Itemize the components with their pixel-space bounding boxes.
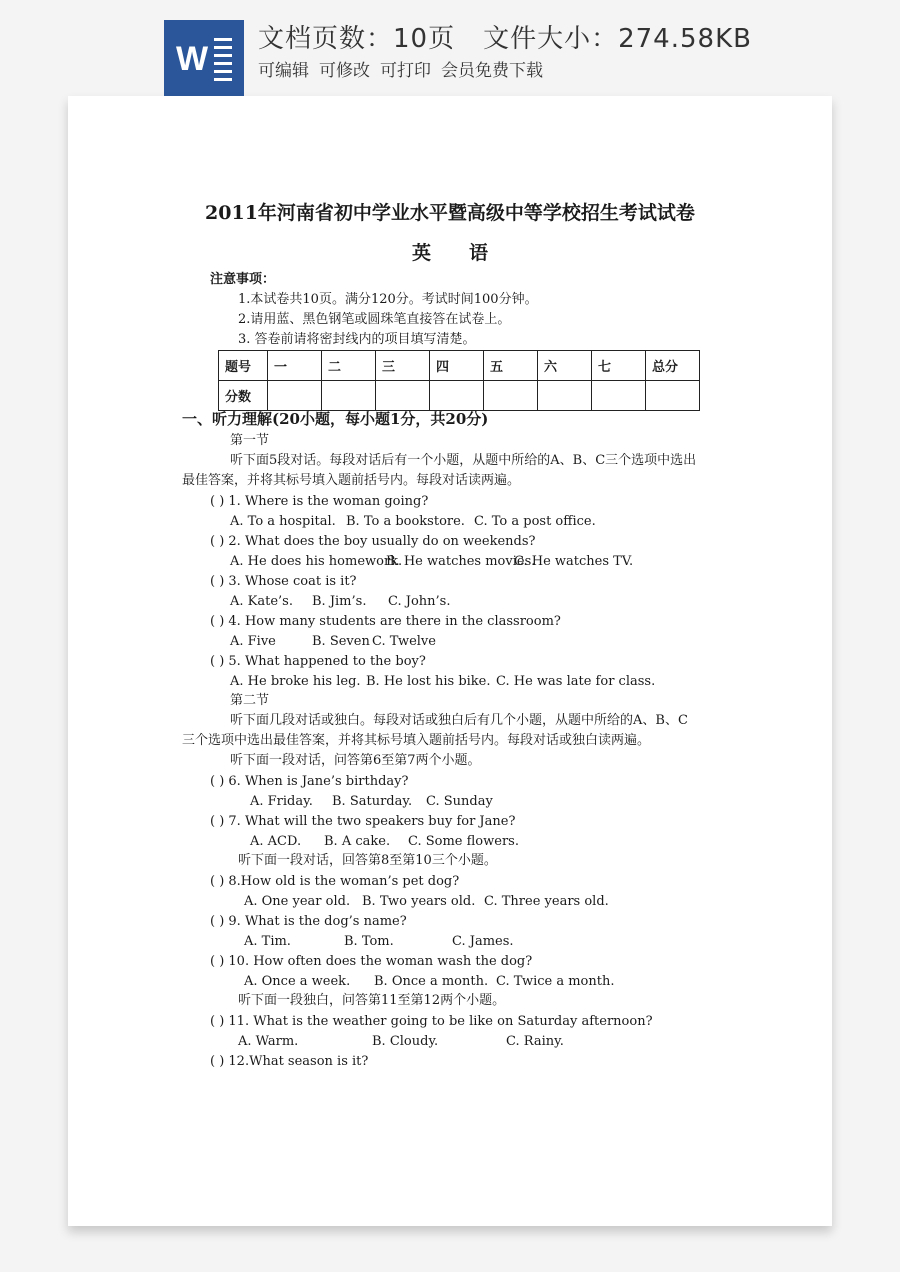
option: A. He broke his leg. — [230, 674, 361, 689]
score-table — [218, 350, 700, 411]
score-cell — [268, 381, 322, 411]
option: A. Once a week. — [244, 974, 351, 989]
table-header-cell: 五 — [484, 351, 538, 381]
document-page — [68, 96, 832, 1226]
option: C. To a post office. — [474, 514, 596, 529]
score-cell — [646, 381, 700, 411]
score-cell — [430, 381, 484, 411]
notice-2: 2.请用蓝、黑色钢笔或圆珠笔直接答在试卷上。 — [238, 312, 511, 327]
option: B. Tom. — [344, 934, 394, 949]
score-row-label: 分数 — [219, 381, 268, 411]
option: C. John’s. — [388, 594, 451, 609]
sub-instruction: 听下面一段对话，回答第8至第10三个小题。 — [238, 853, 497, 868]
exam-subject: 英语 — [411, 242, 526, 264]
table-header-cell: 题号 — [219, 351, 268, 381]
table-header-cell: 三 — [376, 351, 430, 381]
question-12: ( ) 12.What season is it? — [210, 1054, 369, 1069]
option: C. Three years old. — [484, 894, 609, 909]
word-document-icon — [164, 20, 244, 96]
option: C. Twice a month. — [496, 974, 615, 989]
table-header-cell: 六 — [538, 351, 592, 381]
table-header-cell: 二 — [322, 351, 376, 381]
sub-instruction: 听下面一段独白，问答第11至第12两个小题。 — [238, 993, 506, 1008]
part-1-instructions: 听下面5段对话。每段对话后有一个小题，从题中所给的A、B、C三个选项中选出 — [230, 453, 697, 468]
option: B. He lost his bike. — [366, 674, 491, 689]
word-icon-letter: W — [176, 40, 209, 78]
notice-3: 3. 答卷前请将密封线内的项目填写清楚。 — [238, 332, 476, 347]
option: B. Two years old. — [362, 894, 476, 909]
option: A. To a hospital. — [230, 514, 336, 529]
score-cell — [538, 381, 592, 411]
option: C. Twelve — [372, 634, 436, 649]
part-1-label: 第一节 — [230, 433, 270, 448]
option: B. Cloudy. — [372, 1034, 439, 1049]
option: B. He watches movies. — [386, 554, 536, 569]
part-2-label: 第二节 — [230, 693, 270, 708]
score-cell — [376, 381, 430, 411]
feature-free-download: 会员免费下载 — [441, 61, 543, 81]
section-1-title: 一、听力理解(20小题，每小题1分，共20分) — [182, 410, 489, 428]
question-5: ( ) 5. What happened to the boy? — [210, 654, 426, 669]
file-info-header — [0, 0, 900, 96]
question-3: ( ) 3. Whose coat is it? — [210, 574, 357, 589]
file-stats — [258, 18, 780, 55]
option: C. Rainy. — [506, 1034, 564, 1049]
question-2: ( ) 2. What does the boy usually do on weekends? — [210, 534, 536, 549]
table-header-cell: 七 — [592, 351, 646, 381]
option: A. One year old. — [244, 894, 351, 909]
file-size: 文件大小：274.58KB — [483, 24, 752, 54]
feature-editable: 可编辑 — [258, 61, 309, 81]
sub-instruction: 听下面一段对话，问答第6至第7两个小题。 — [230, 753, 481, 768]
question-7: ( ) 7. What will the two speakers buy for Jane? — [210, 814, 516, 829]
score-cell — [592, 381, 646, 411]
part-2-instructions: 三个选项中选出最佳答案，并将其标号填入题前括号内。每段对话或独白读两遍。 — [182, 733, 651, 748]
question-10: ( ) 10. How often does the woman wash the dog? — [210, 954, 533, 969]
score-cell — [484, 381, 538, 411]
option: A. He does his homework. — [230, 554, 403, 569]
option: C. He watches TV. — [514, 554, 634, 569]
feature-printable: 可打印 — [380, 61, 431, 81]
option: C. Sunday — [426, 794, 493, 809]
question-4: ( ) 4. How many students are there in the classroom? — [210, 614, 561, 629]
score-cell — [322, 381, 376, 411]
table-header-cell: 四 — [430, 351, 484, 381]
option: A. Five — [230, 634, 276, 649]
feature-modifiable: 可修改 — [319, 61, 370, 81]
score-table-row — [219, 381, 700, 411]
option: B. Seven — [312, 634, 370, 649]
score-table-header — [219, 351, 700, 381]
option: C. James. — [452, 934, 514, 949]
feature-list — [258, 56, 553, 81]
option: B. To a bookstore. — [346, 514, 465, 529]
notice-title: 注意事项： — [210, 272, 276, 287]
option: B. Jim’s. — [312, 594, 367, 609]
question-11: ( ) 11. What is the weather going to be like on Saturday afternoon? — [210, 1014, 653, 1029]
page-count: 文档页数：10页 — [258, 24, 456, 54]
option: C. Some flowers. — [408, 834, 519, 849]
question-9: ( ) 9. What is the dog’s name? — [210, 914, 407, 929]
option: A. Friday. — [250, 794, 313, 809]
exam-title: 2011年河南省初中学业水平暨高级中等学校招生考试试卷 — [205, 202, 695, 224]
part-2-instructions: 听下面几段对话或独白。每段对话或独白后有几个小题，从题中所给的A、B、C — [230, 713, 688, 728]
question-6: ( ) 6. When is Jane’s birthday? — [210, 774, 409, 789]
option: B. A cake. — [324, 834, 391, 849]
option: C. He was late for class. — [496, 674, 656, 689]
option: B. Saturday. — [332, 794, 413, 809]
option: A. Kate’s. — [230, 594, 293, 609]
option: A. Tim. — [244, 934, 291, 949]
option: B. Once a month. — [374, 974, 489, 989]
notice-1: 1.本试卷共10页。满分120分。考试时间100分钟。 — [238, 292, 538, 307]
table-header-cell: 总分 — [646, 351, 700, 381]
option: A. Warm. — [238, 1034, 299, 1049]
table-header-cell: 一 — [268, 351, 322, 381]
question-1: ( ) 1. Where is the woman going? — [210, 494, 429, 509]
option: A. ACD. — [250, 834, 302, 849]
question-8: ( ) 8.How old is the woman’s pet dog? — [210, 874, 460, 889]
part-1-instructions: 最佳答案，并将其标号填入题前括号内。每段对话读两遍。 — [182, 473, 521, 488]
